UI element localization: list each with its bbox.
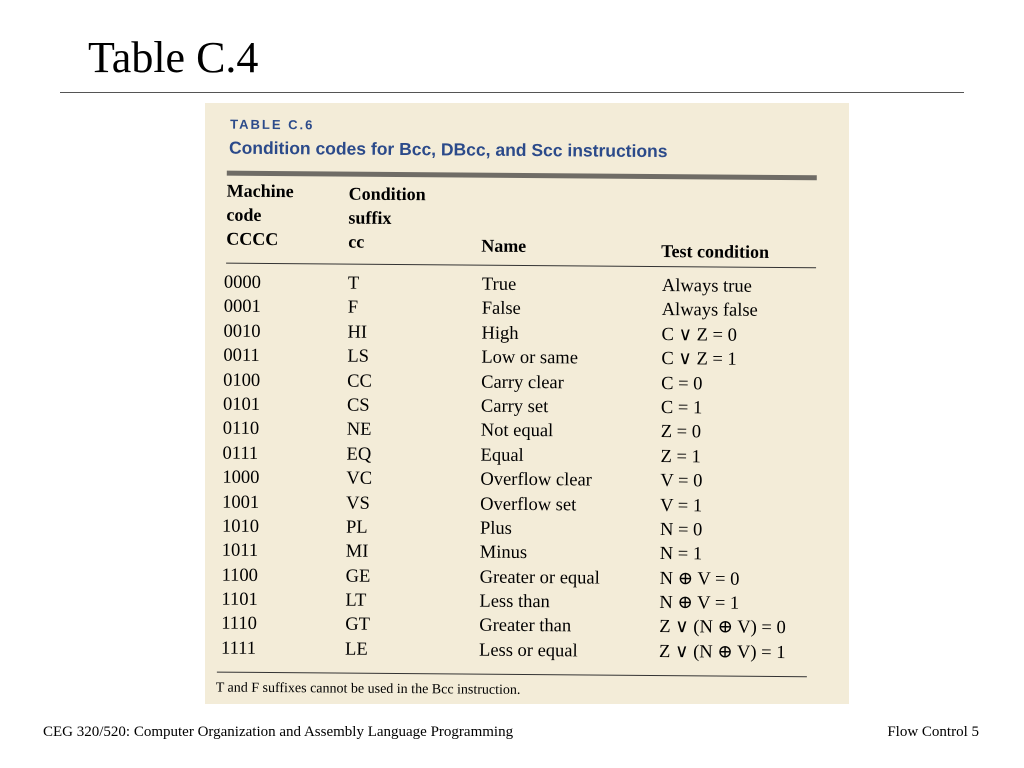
cell-test-condition: Always true	[661, 276, 752, 297]
cell-test-condition: C = 1	[660, 398, 703, 419]
cell-name: Low or same	[481, 347, 579, 369]
header-code-line: CCCC	[226, 228, 279, 250]
cell-condition-suffix: LE	[344, 639, 368, 660]
cell-machine-code: 0111	[222, 443, 259, 464]
cell-name: Greater than	[479, 616, 572, 637]
table-label: TABLE C.6	[230, 116, 315, 133]
footer-slide-number: Flow Control 5	[887, 724, 979, 740]
cell-condition-suffix: LT	[345, 590, 367, 611]
cell-name: Greater or equal	[479, 567, 600, 589]
table-bottom-rule	[217, 672, 807, 678]
cell-test-condition: Z = 0	[660, 422, 702, 443]
cell-machine-code: 1100	[221, 565, 259, 586]
scanned-table-content	[205, 103, 849, 704]
cell-condition-suffix: T	[347, 273, 360, 294]
cell-test-condition: C ∨ Z = 0	[661, 324, 737, 346]
cell-test-condition: C ∨ Z = 1	[661, 349, 737, 370]
cell-machine-code: 0010	[223, 321, 261, 342]
table-top-rule	[227, 171, 817, 181]
cell-name: High	[481, 323, 519, 344]
cell-test-condition: N ⊕ V = 0	[659, 568, 740, 590]
cell-condition-suffix: LS	[347, 346, 370, 367]
table-row	[205, 636, 843, 665]
scanned-table-image	[205, 103, 849, 704]
cell-condition-suffix: F	[347, 297, 359, 319]
cell-test-condition: Z = 1	[660, 446, 701, 468]
cell-name: Less than	[479, 591, 550, 613]
cell-machine-code: 0101	[222, 394, 261, 415]
cell-machine-code: 1101	[221, 589, 258, 610]
cell-name: True	[481, 274, 517, 295]
cell-test-condition: N ⊕ V = 1	[659, 593, 740, 614]
cell-test-condition: V = 1	[660, 495, 703, 516]
table-body	[205, 270, 846, 665]
cell-condition-suffix: EQ	[346, 444, 372, 465]
cell-machine-code: 0011	[223, 345, 260, 367]
cell-machine-code: 0001	[223, 297, 261, 318]
cell-machine-code: 1110	[221, 614, 257, 635]
cell-test-condition: Always false	[661, 300, 758, 322]
header-suffix-line: cc	[348, 231, 365, 252]
cell-machine-code: 1011	[221, 540, 259, 562]
cell-name: Plus	[479, 518, 512, 539]
cell-condition-suffix: VC	[346, 468, 373, 489]
header-machine-code	[226, 179, 294, 252]
header-condition-suffix	[348, 182, 426, 255]
cell-machine-code: 1010	[221, 516, 260, 537]
cell-test-condition: C = 0	[661, 373, 703, 394]
cell-condition-suffix: VS	[346, 493, 370, 514]
cell-name: Minus	[479, 542, 528, 564]
cell-machine-code: 1000	[222, 467, 260, 489]
cell-name: Equal	[480, 445, 524, 466]
title-divider	[60, 92, 964, 93]
cell-condition-suffix: MI	[345, 541, 369, 563]
header-code-line: code	[226, 204, 262, 225]
cell-test-condition: V = 0	[660, 471, 703, 492]
cell-condition-suffix: HI	[347, 322, 368, 343]
cell-machine-code: 1111	[220, 638, 257, 659]
table-footnote: T and F suffixes cannot be used in the Bcc instruction.	[215, 680, 521, 698]
cell-test-condition: N = 0	[659, 519, 703, 541]
cell-machine-code: 0100	[223, 370, 261, 391]
cell-name: Overflow set	[480, 494, 577, 515]
header-suffix-line: suffix	[348, 207, 392, 228]
cell-condition-suffix: CS	[346, 395, 370, 416]
cell-name: Overflow clear	[480, 469, 592, 491]
cell-condition-suffix: NE	[346, 419, 372, 441]
header-name: Name	[481, 235, 527, 256]
cell-machine-code: 1001	[222, 492, 260, 513]
cell-test-condition: Z ∨ (N ⊕ V) = 1	[658, 641, 786, 663]
slide-title: Table C.4	[88, 33, 259, 82]
cell-name: Carry clear	[481, 372, 564, 393]
cell-machine-code: 0000	[223, 272, 262, 293]
cell-condition-suffix: GE	[345, 566, 371, 587]
header-suffix-line: Condition	[348, 183, 426, 205]
cell-name: Less or equal	[478, 640, 578, 662]
header-test-condition: Test condition	[661, 241, 770, 262]
cell-condition-suffix: CC	[347, 371, 372, 392]
cell-test-condition: N = 1	[659, 544, 703, 565]
cell-name: Not equal	[480, 420, 554, 442]
table-caption: Condition codes for Bcc, DBcc, and Scc instructions	[228, 137, 668, 162]
footer-course-title: CEG 320/520: Computer Organization and Assembly Language Programming	[43, 724, 514, 740]
cell-condition-suffix: GT	[345, 615, 371, 636]
cell-test-condition: Z ∨ (N ⊕ V) = 0	[659, 617, 786, 639]
cell-machine-code: 0110	[222, 418, 260, 440]
cell-name: False	[481, 299, 521, 320]
header-code-line: Machine	[226, 180, 294, 202]
cell-name: Carry set	[480, 396, 549, 418]
cell-condition-suffix: PL	[345, 517, 368, 538]
